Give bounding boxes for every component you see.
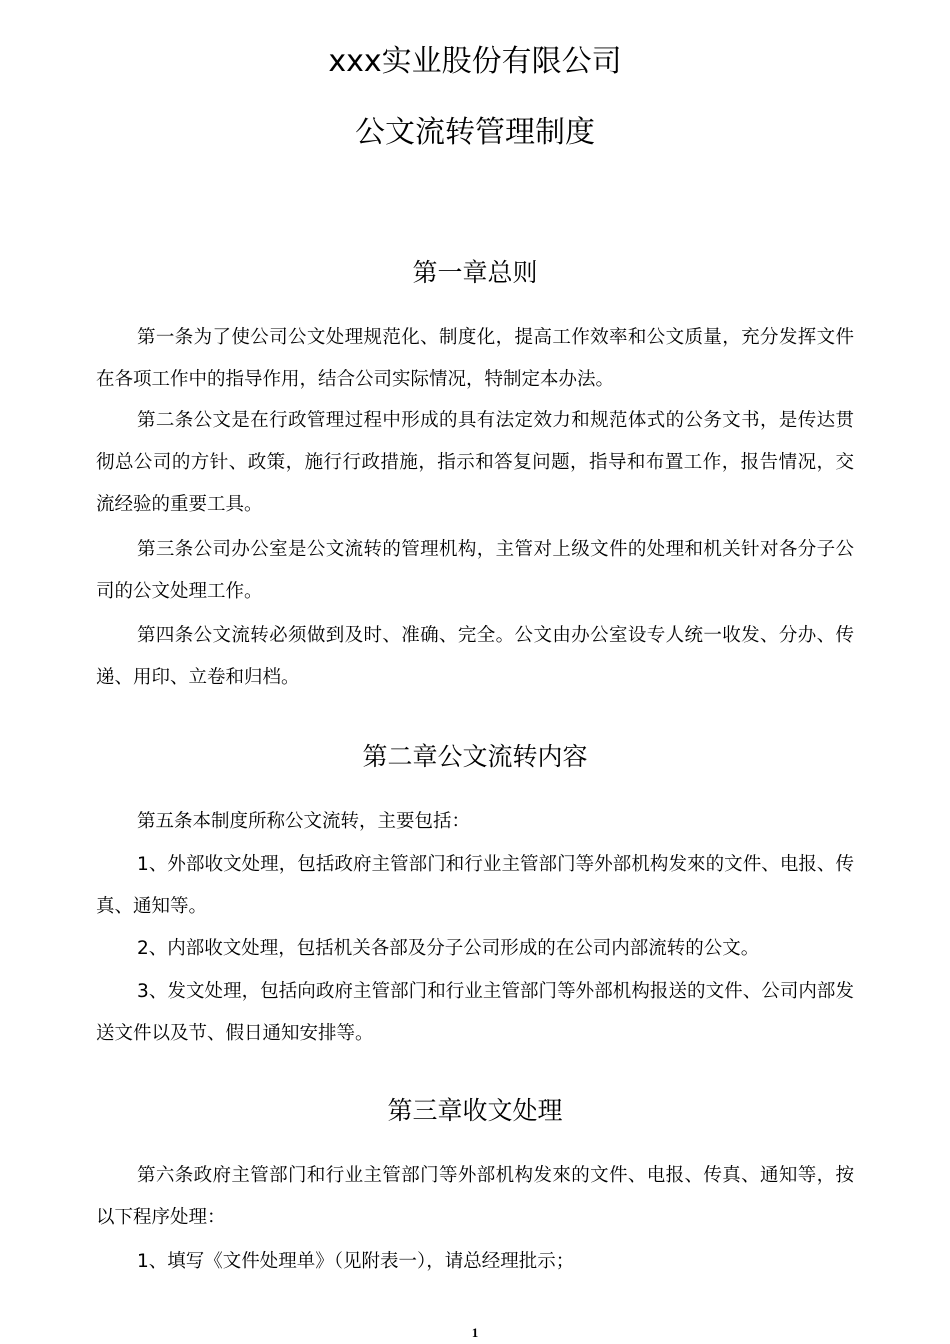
- chapter-heading: 第三章收文处理: [387, 1096, 563, 1125]
- regulation-title: 公文流转管理制度: [355, 115, 595, 150]
- article-paragraph: 第四条公文流转必须做到及时、准确、完全。公文由办公室设专人统一收发、分办、传递、用印、立卷和归档。: [96, 625, 854, 688]
- article-paragraph: 第一条为了使公司公文处理规范化、制度化，提高工作效率和公文质量，充分发挥文件在各项工作中的指导作用，结合公司实际情况，特制定本办法。: [96, 327, 854, 390]
- list-item: 3、发文处理，包括向政府主管部门和行业主管部门等外部机构报送的文件、公司内部发送文件以及节、假日通知安排等。: [96, 981, 854, 1044]
- article-paragraph: 第六条政府主管部门和行业主管部门等外部机构发來的文件、电报、传真、通知等，按以下程序处理：: [96, 1165, 854, 1228]
- company-title: xxx实业股份有限公司: [328, 44, 622, 79]
- page-number: 1: [471, 1325, 479, 1340]
- list-item: 1、填写《文件处理单》（见附表一），请总经理批示；: [137, 1251, 575, 1272]
- chapter-heading: 第二章公文流转内容: [362, 742, 588, 771]
- article-paragraph: 第三条公司办公室是公文流转的管理机构，主管对上级文件的处理和机关针对各分子公司的公文处理工作。: [96, 539, 854, 602]
- list-item: 2、内部收文处理，包括机关各部及分子公司形成的在公司内部流转的公文。: [137, 938, 760, 959]
- article-paragraph: 第五条本制度所称公文流转，主要包括：: [137, 811, 471, 832]
- chapter-heading: 第一章总则: [412, 258, 538, 287]
- list-item: 1、外部收文处理，包括政府主管部门和行业主管部门等外部机构发來的文件、电报、传真、通知等。: [96, 854, 854, 917]
- article-paragraph: 第二条公文是在行政管理过程中形成的具有法定效力和规范体式的公务文书，是传达贯彻总公司的方针、政策，施行行政措施，指示和答复问题，指导和布置工作，报告情况，交流经验的重要工具。: [96, 410, 854, 515]
